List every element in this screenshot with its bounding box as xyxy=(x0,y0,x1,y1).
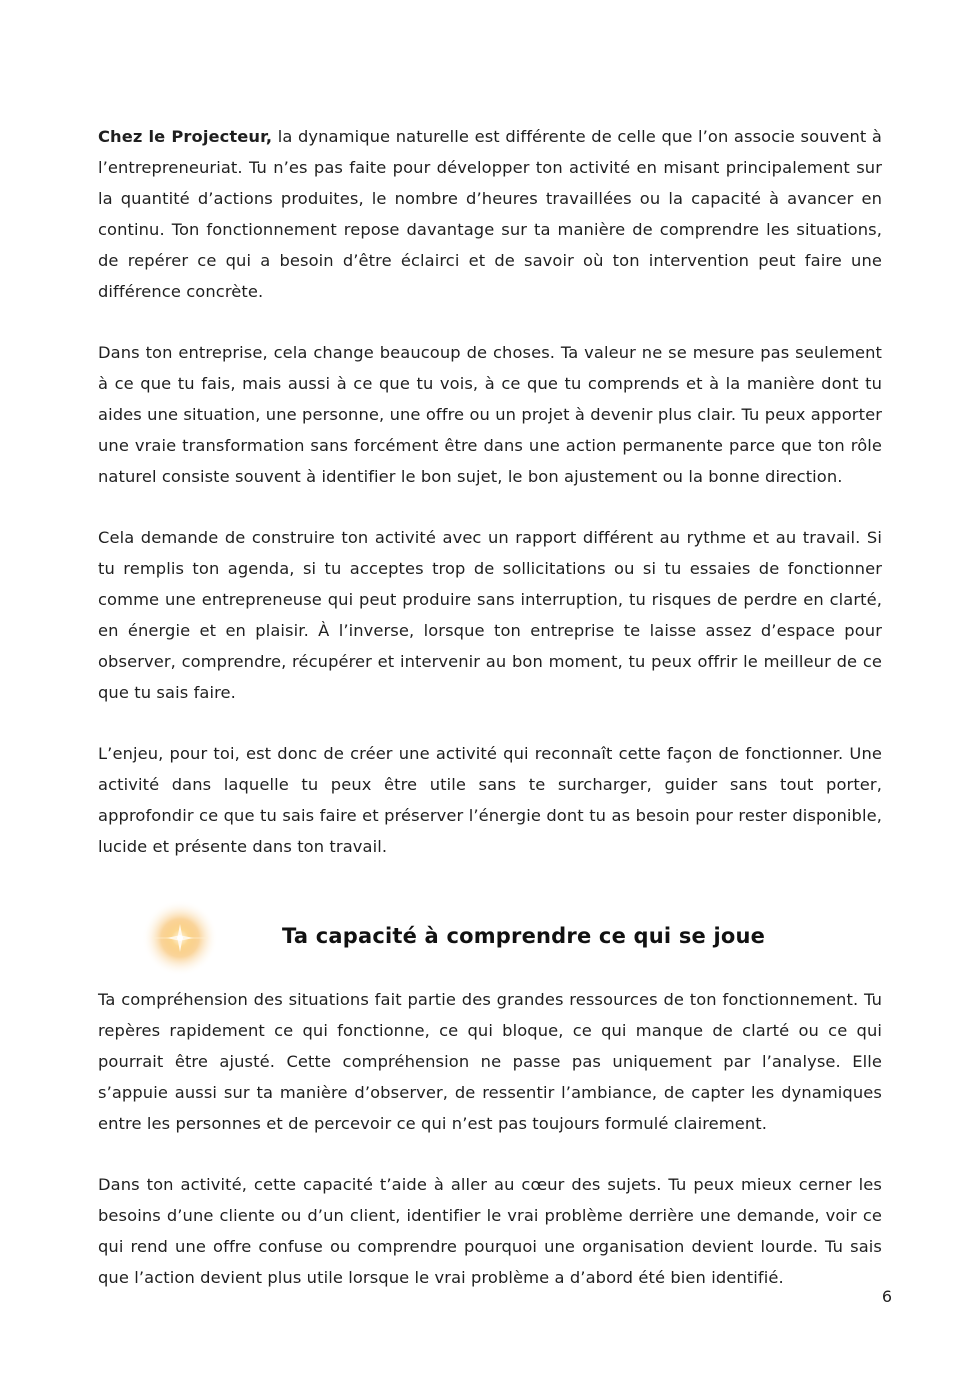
paragraph-intro-lead: Chez le Projecteur, xyxy=(98,127,273,146)
paragraph-rhythm: Cela demande de construire ton activité avec un rapport différent au rythme et au travail. Si tu remplis ton agenda, si tu acceptes trop de sollicitations ou si tu essaies de fonctionner comme une entrepreneuse qui peut produire sans interruption, tu risques de perdre en clarté, en énergie et en plaisir. À l’inverse, lorsque ton entreprise te laisse assez d’espace pour observer, comprendre, récupérer et intervenir au bon moment, tu peux offrir le meilleur de ce que tu sais faire. xyxy=(98,528,882,702)
paragraph-stakes: L’enjeu, pour toi, est donc de créer une activité qui reconnaît cette façon de fonctionner. Une activité dans laquelle tu peux être utile sans te surcharger, guider sans tout porter, approfondir ce que tu sais faire et préserver l’énergie dont tu as besoin pour rester disponible, lucide et présente dans ton travail. xyxy=(98,744,882,856)
paragraph-understanding: Ta compréhension des situations fait partie des grandes ressources de ton fonctionnement. Tu repères rapidement ce qui fonctionne, ce qui bloque, ce qui manque de clarté ou ce qui pourrait être ajusté. Cette compréhension ne passe pas uniquement par l’analyse. Elle s’appuie aussi sur ta manière d’observer, de ressentir l’ambiance, de capter les dynamiques entre les personnes et de percevoir ce qui n’est pas toujours formulé clairement. xyxy=(98,990,882,1133)
paragraph-value: Dans ton entreprise, cela change beaucoup de choses. Ta valeur ne se mesure pas seulement à ce que tu fais, mais aussi à ce que tu vois, à ce que tu comprends et à la manière dont tu aides une situation, une personne, une offre ou un projet à devenir plus clair. Tu peux apporter une vraie transformation sans forcément être dans une action permanente parce que ton rôle naturel consiste souvent à identifier le bon sujet, le bon ajustement ou la bonne direction. xyxy=(98,343,882,486)
paragraph-intro xyxy=(98,121,882,307)
section-title: Ta capacité à comprendre ce qui se joue xyxy=(282,924,766,948)
paragraph-activity: Dans ton activité, cette capacité t’aide à aller au cœur des sujets. Tu peux mieux cerner les besoins d’une cliente ou d’un client, identifier le vrai problème derrière une demande, voir ce qui rend une offre confuse ou comprendre pourquoi une organisation devient lourde. Tu sais que l’action devient plus utile lorsque le vrai problème a d’abord été bien identifié. xyxy=(98,1175,882,1287)
paragraph-intro-text: la dynamique naturelle est différente de celle que l’on associe souvent à l’entrepreneuriat. Tu n’es pas faite pour développer ton activité en misant principalement sur la quantité d’actions produites, le nombre d’heures travaillées ou la capacité à avancer en continu. Ton fonctionnement repose davantage sur ta manière de comprendre les situations, de repérer ce qui a besoin d’être éclairci et de savoir où ton intervention peut faire une différence concrète. xyxy=(98,127,883,301)
page-number: 6 xyxy=(881,1287,892,1306)
sparkle-glow-icon xyxy=(140,898,220,978)
